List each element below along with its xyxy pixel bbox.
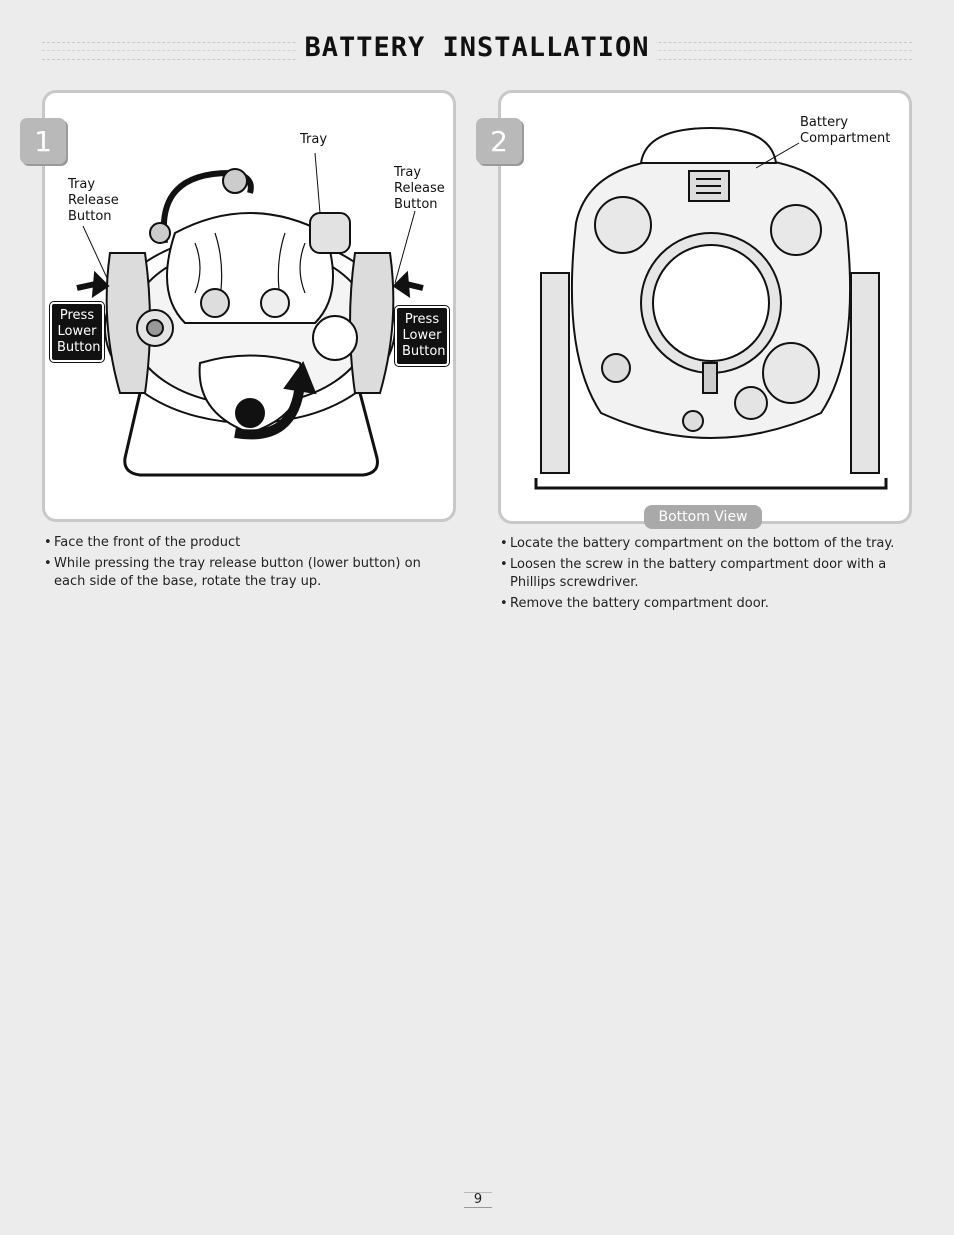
tray-release-left-callout: Tray Release Button: [68, 177, 119, 224]
instruction-item: • While pressing the tray release button (lower button) on each side of the base, rotate the tray up.: [44, 555, 454, 591]
press-lower-button-right: Press Lower Button: [395, 306, 449, 366]
page-title: BATTERY INSTALLATION: [0, 32, 954, 63]
step-2-badge: 2: [476, 118, 522, 164]
instruction-item: • Remove the battery compartment door.: [500, 595, 910, 613]
tray-bottom-illustration: [501, 93, 909, 521]
step-1-panel: [42, 90, 456, 522]
instruction-item: • Locate the battery compartment on the bottom of the tray.: [500, 535, 910, 553]
step-2-panel: [498, 90, 912, 524]
tray-top-illustration: [45, 93, 453, 519]
step-1-badge: 1: [20, 118, 66, 164]
press-lower-button-left: Press Lower Button: [50, 302, 104, 362]
step-2-instructions: [500, 535, 910, 616]
tray-release-right-callout: Tray Release Button: [394, 165, 445, 212]
battery-compartment-callout: Battery Compartment: [800, 115, 891, 146]
step-1-instructions: [44, 534, 454, 594]
page-number: 9: [464, 1192, 492, 1208]
tray-callout: Tray: [300, 132, 328, 147]
instruction-item: • Loosen the screw in the battery compartment door with a Phillips screwdriver.: [500, 556, 910, 592]
instruction-item: • Face the front of the product: [44, 534, 454, 552]
bottom-view-label: Bottom View: [644, 505, 762, 529]
